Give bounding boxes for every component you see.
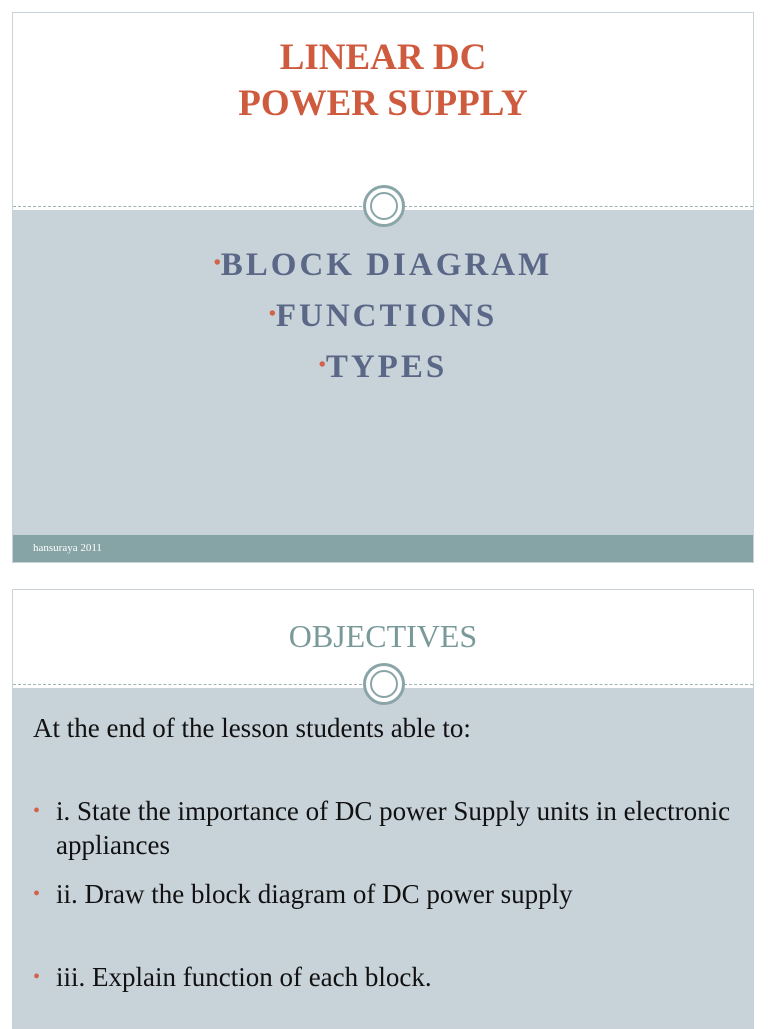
objective-text: i. State the importance of DC power Supply units in electronic appliances	[56, 796, 731, 860]
title-line-1: LINEAR DC	[279, 37, 487, 78]
slide-title	[12, 12, 754, 563]
title-area	[13, 13, 753, 206]
topic-item	[13, 341, 753, 392]
slide-title-text: OBJECTIVES	[288, 618, 478, 654]
objective-text: ii. Draw the block diagram of DC power supply	[56, 879, 573, 909]
bullet-icon: •	[33, 883, 41, 905]
objective-list	[33, 794, 733, 994]
objective-text: iii. Explain function of each block.	[56, 962, 432, 992]
footer-text: hansuraya 2011	[33, 542, 102, 554]
bullet-icon: •	[33, 800, 41, 822]
topic-label: TYPES	[325, 349, 448, 385]
slide-title-text	[13, 35, 753, 127]
objective-item	[33, 794, 733, 877]
bullet-icon: •	[33, 966, 41, 988]
bullet-icon: •	[268, 303, 276, 325]
title-line-2: POWER SUPPLY	[238, 83, 528, 124]
topic-item	[13, 290, 753, 341]
objective-item	[33, 877, 733, 960]
circle-ornament-icon	[363, 185, 405, 227]
bullet-icon: •	[213, 252, 221, 274]
bullet-icon: •	[318, 354, 326, 376]
intro-text: At the end of the lesson students able to:	[33, 713, 471, 743]
circle-ornament-icon	[363, 663, 405, 705]
topic-list	[13, 239, 753, 392]
topic-label: FUNCTIONS	[275, 298, 498, 334]
objective-item	[33, 960, 733, 994]
topic-label: BLOCK DIAGRAM	[220, 247, 553, 283]
footer-bar	[13, 535, 753, 562]
slide-objectives	[12, 589, 754, 1029]
topic-item	[13, 239, 753, 290]
